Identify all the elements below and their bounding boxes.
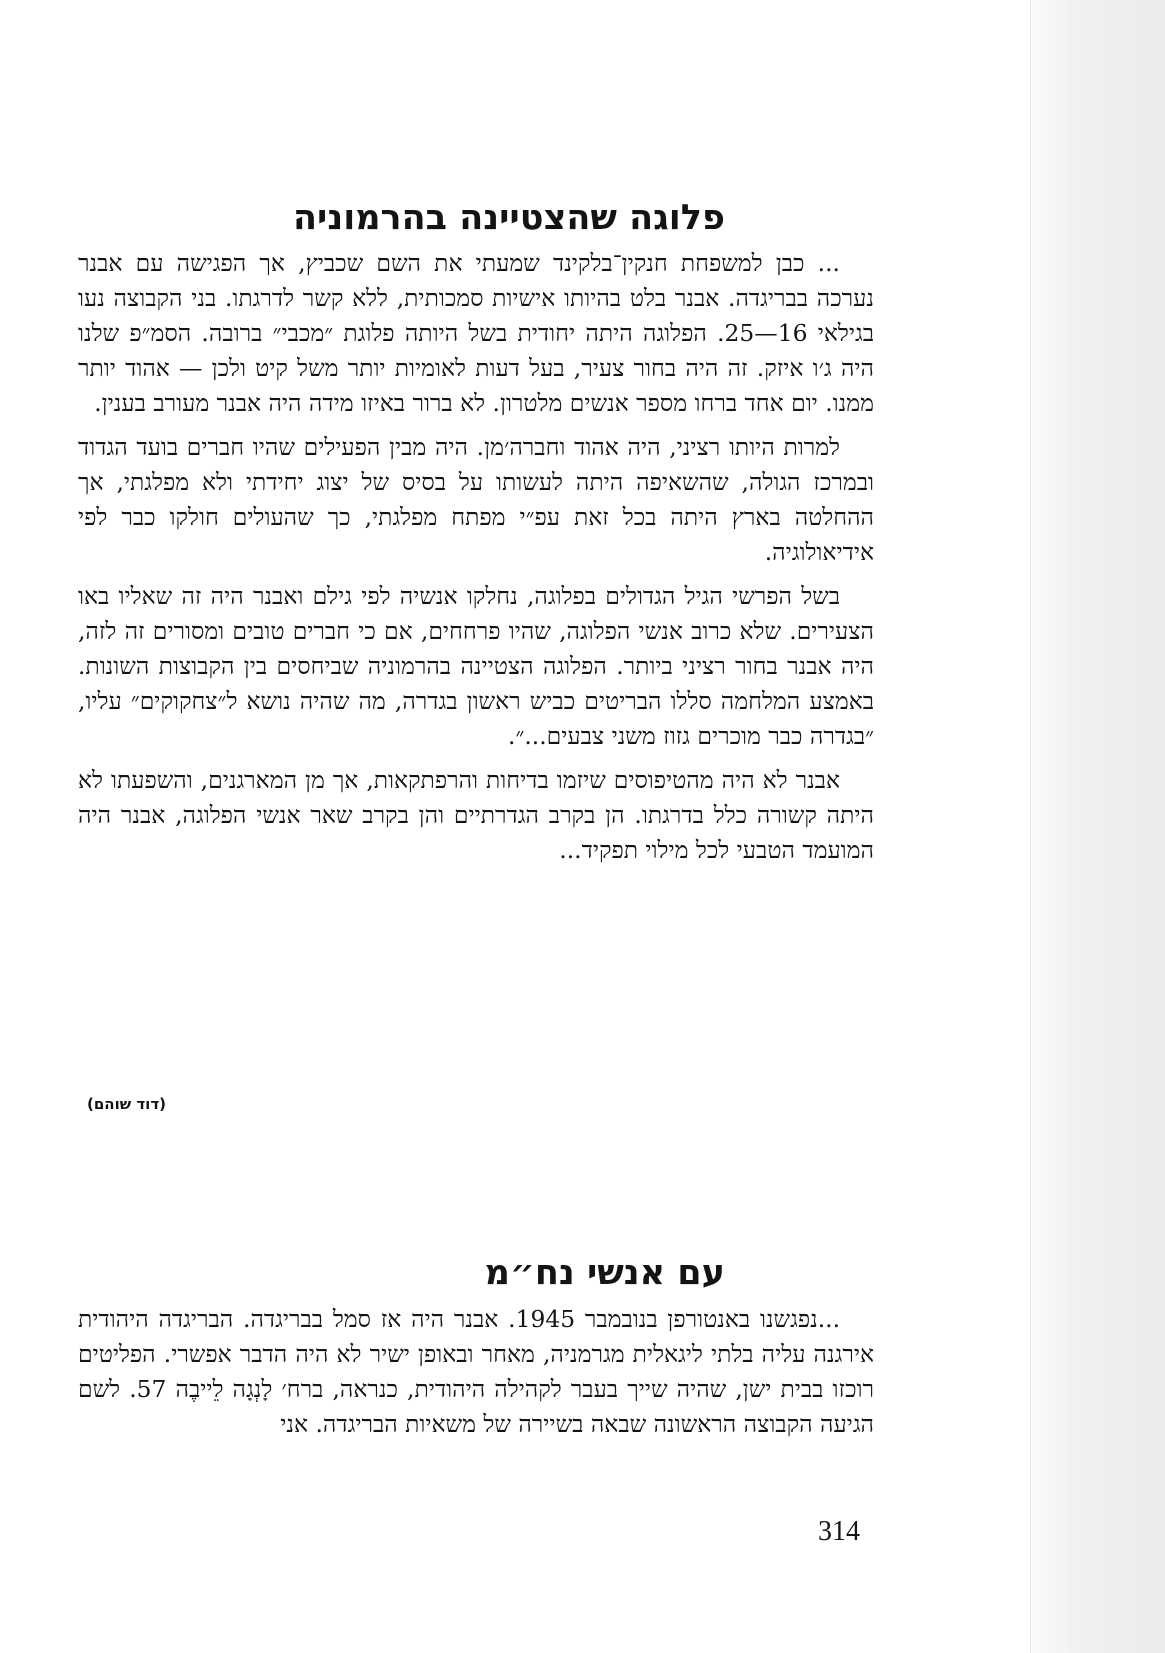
page-number: 314: [818, 1516, 860, 1547]
section-1-paragraph-2: למרות היותו רציני, היה אהוד וחברה׳מן. היה מבין הפעילים שהיו חברים בועד הגדוד ובמרכז הגולה, שהשאיפה היתה לעשותו על בסיס של יצוג יחידתי ולא מפלגתי, אך ההחלטה בארץ היתה בכל זאת עפ״י מפתח מפלגתי, כך שהעולים חולקו כבר לפי אידיאולוגיה.: [78, 433, 874, 566]
page-gutter-shadow: [1030, 0, 1165, 1653]
section-1-paragraph-3: בשל הפרשי הגיל הגדולים בפלוגה, נחלקו אנשיה לפי גילם ואבנר היה זה שאליו באו הצעירים. שלא כרוב אנשי הפלוגה, שהיו פרחחים, אם כי חברים טובים ומסורים זה לזה, היה אבנר בחור רציני ביותר. הפלוגה הצטיינה בהרמוניה שביחסים בין הקבוצות השונות. באמצע המלחמה סללו הבריטים כביש ראשון בגדרה, מה שהיה נושא ל״צחקוקים״ עליו, ״בגדרה כבר מוכרים גזוז משני צבעים...״.: [78, 582, 874, 750]
section-1-body: [78, 246, 874, 868]
page-gutter-edge: [1030, 0, 1031, 1653]
section-2-paragraph-1: ...נפגשנו באנטורפן בנובמבר 1945. אבנר היה אז סמל בבריגדה. הבריגדה היהודית אירגנה עליה בלתי ליגאלית מגרמניה, מאחר ובאופן ישיר לא היה הדבר אפשרי. הפליטים רוכזו בבית ישן, שהיה שייך בעבר לקהילה היהודית, כנראה, ברח׳ לָנְגָה לֵייבֶה 57. לשם הגיעה הקבוצה הראשונה שבאה בשיירה של משאיות הבריגדה. אני: [78, 1305, 874, 1438]
section-1-title: פלוגה שהצטיינה בהרמוניה: [293, 198, 725, 238]
section-1-paragraph-4: אבנר לא היה מהטיפוסים שיזמו בדיחות והרפתקאות, אך מן המארגנים, והשפעתו לא היתה קשורה כלל בדרגתו. הן בקרב הגדרתיים והן בקרב שאר אנשי הפלוגה, אבנר היה המועמד הטבעי לכל מילוי תפקיד...: [78, 766, 874, 864]
section-1-attribution: (דוד שוהם): [87, 1095, 166, 1113]
section-2-title: עם אנשי נח״מ: [484, 1253, 725, 1293]
section-1-paragraph-1: ... כבן למשפחת חנקין־בלקינד שמעתי את השם שכביץ, אך הפגישה עם אבנר נערכה בבריגדה. אבנר בלט בהיותו אישיות סמכותית, ללא קשר לדרגתו. בני הקבוצה נעו בגילאי 16—25. הפלוגה היתה יחודית בשל היותה פלוגת ״מכבי״ ברובה. הסמ״פ שלנו היה ג׳ו איזק. זה היה בחור צעיר, בעל דעות לאומיות יותר משל קיט ולכן — אהוד יותר ממנו. יום אחד ברחו מספר אנשים מלטרון. לא ברור באיזו מידה היה אבנר מעורב בענין.: [78, 249, 874, 417]
section-2-body: [78, 1302, 874, 1442]
